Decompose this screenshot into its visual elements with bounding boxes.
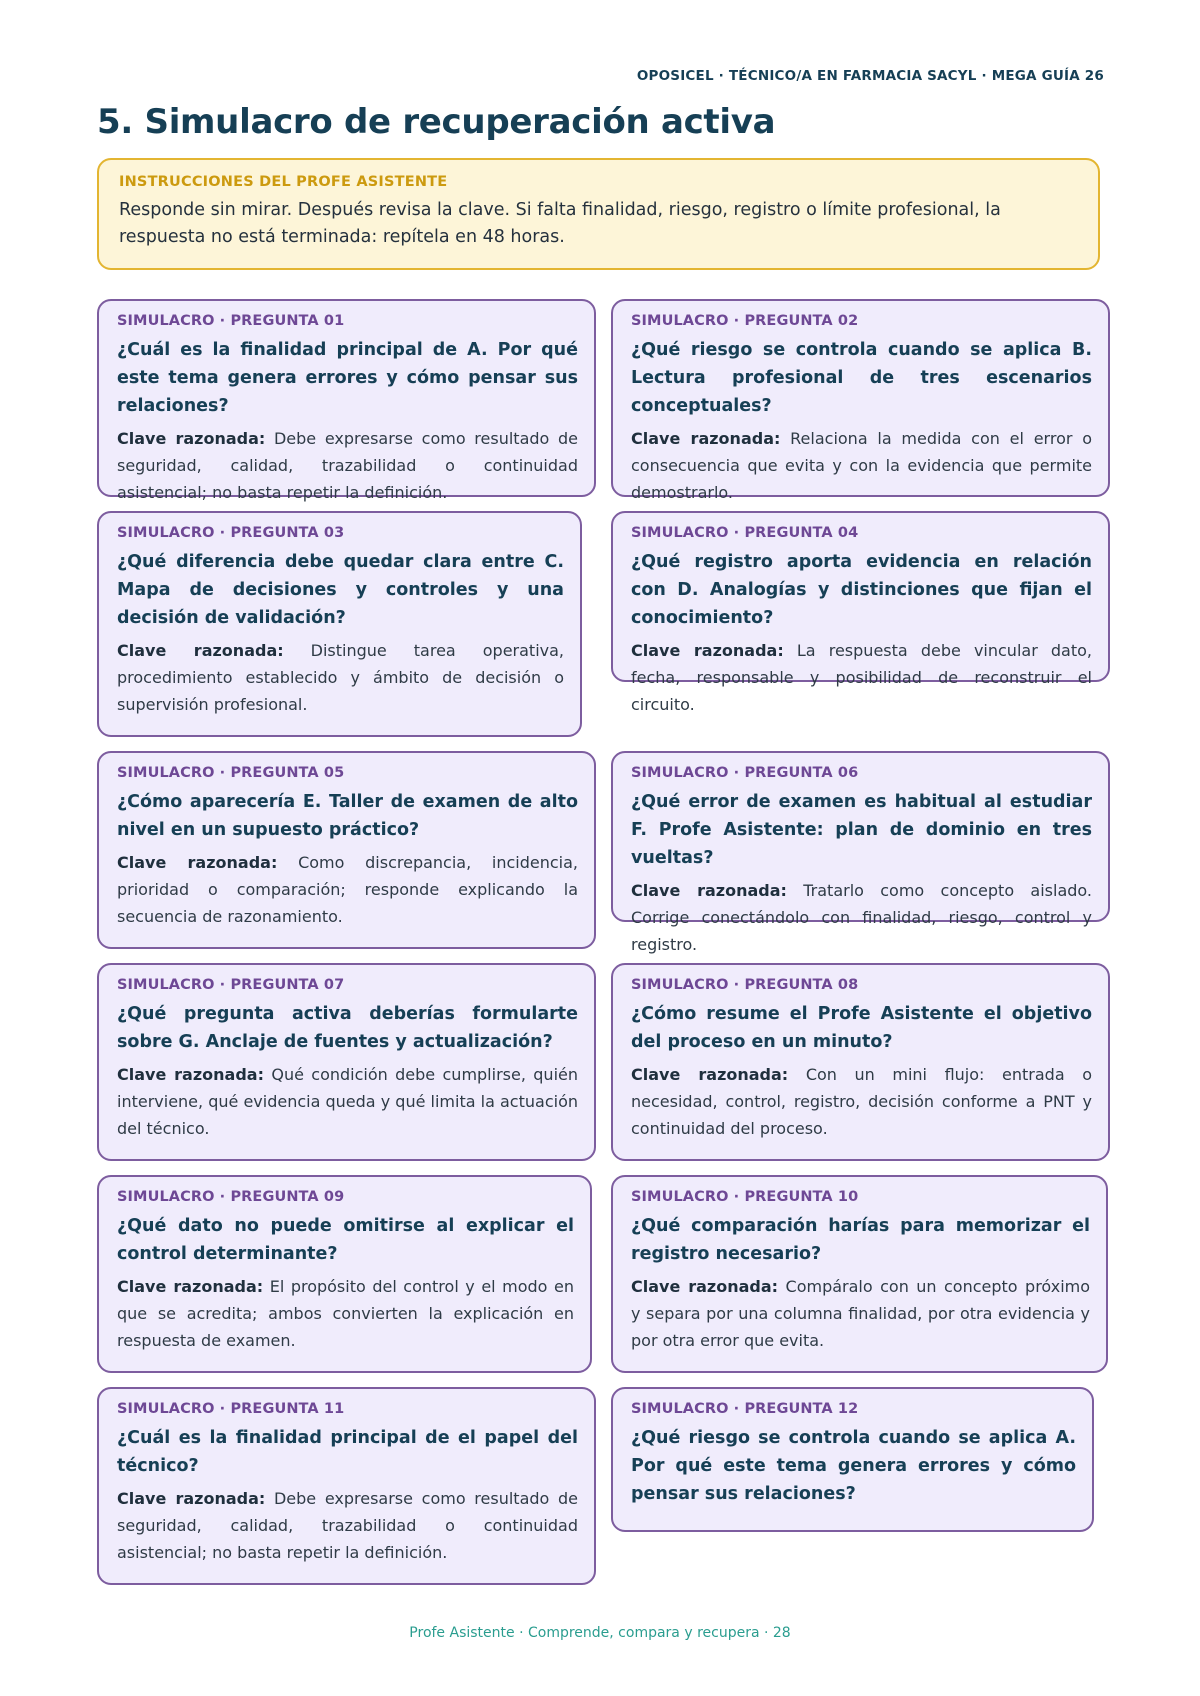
instructions-heading: INSTRUCCIONES DEL PROFE ASISTENTE bbox=[119, 174, 448, 190]
answer-text: El propósito del control y el modo en que se acredita; ambos convierten la explicación en respuesta de examen. bbox=[117, 1277, 575, 1350]
question-card-03 bbox=[97, 511, 582, 737]
question-card-09 bbox=[97, 1175, 592, 1373]
answer-text: Compáralo con un concepto próximo y separa por una columna finalidad, por otra evidencia y por otra error que evita. bbox=[631, 1277, 1091, 1350]
answer-label: Clave razonada: bbox=[117, 1277, 264, 1296]
card-eyebrow: SIMULACRO · PREGUNTA 12 bbox=[631, 1401, 859, 1417]
card-question: ¿Qué riesgo se controla cuando se aplica A. Por qué este tema genera errores y cómo pensar sus relaciones? bbox=[631, 1428, 1076, 1504]
answer-label: Clave razonada: bbox=[631, 429, 781, 448]
page-title: 5. Simulacro de recuperación activa bbox=[97, 102, 776, 142]
instructions-box bbox=[97, 158, 1100, 270]
card-eyebrow: SIMULACRO · PREGUNTA 11 bbox=[117, 1401, 345, 1417]
card-eyebrow: SIMULACRO · PREGUNTA 06 bbox=[631, 765, 859, 781]
card-eyebrow: SIMULACRO · PREGUNTA 01 bbox=[117, 313, 345, 329]
card-eyebrow: SIMULACRO · PREGUNTA 07 bbox=[117, 977, 345, 993]
question-card-11 bbox=[97, 1387, 596, 1585]
answer-text: Como discrepancia, incidencia, prioridad o comparación; responde explicando la secuencia de razonamiento. bbox=[117, 853, 578, 926]
card-eyebrow: SIMULACRO · PREGUNTA 02 bbox=[631, 313, 859, 329]
card-question: ¿Qué comparación harías para memorizar el registro necesario? bbox=[631, 1216, 1090, 1264]
card-answer bbox=[631, 637, 1092, 718]
card-question: ¿Cómo resume el Profe Asistente el objetivo del proceso en un minuto? bbox=[631, 1004, 1092, 1052]
answer-label: Clave razonada: bbox=[631, 881, 787, 900]
card-eyebrow: SIMULACRO · PREGUNTA 05 bbox=[117, 765, 345, 781]
card-eyebrow: SIMULACRO · PREGUNTA 08 bbox=[631, 977, 859, 993]
card-question: ¿Qué registro aporta evidencia en relación con D. Analogías y distinciones que fijan el conocimiento? bbox=[631, 552, 1092, 628]
page-footer: Profe Asistente · Comprende, compara y recupera · 28 bbox=[409, 1625, 791, 1641]
answer-label: Clave razonada: bbox=[631, 1277, 779, 1296]
answer-label: Clave razonada: bbox=[117, 1065, 264, 1084]
question-card-01 bbox=[97, 299, 596, 502]
card-answer bbox=[631, 1061, 1092, 1142]
card-answer bbox=[117, 1061, 578, 1142]
answer-text: Qué condición debe cumplirse, quién interviene, qué evidencia queda y qué limita la actuación del técnico. bbox=[117, 1065, 578, 1138]
answer-text: Debe expresarse como resultado de seguridad, calidad, trazabilidad o continuidad asistencial; no basta repetir la definición. bbox=[117, 1489, 578, 1562]
running-head: OPOSICEL · TÉCNICO/A EN FARMACIA SACYL · MEGA GUÍA 26 bbox=[636, 68, 1104, 84]
card-answer bbox=[631, 1273, 1090, 1354]
question-card-10 bbox=[611, 1175, 1108, 1373]
answer-text: Debe expresarse como resultado de seguridad, calidad, trazabilidad o continuidad asistencial; no basta repetir la definición. bbox=[117, 429, 578, 502]
question-card-04 bbox=[611, 511, 1110, 714]
answer-label: Clave razonada: bbox=[117, 1489, 266, 1508]
question-card-02 bbox=[611, 299, 1110, 502]
question-card-05 bbox=[97, 751, 596, 949]
card-question: ¿Qué pregunta activa deberías formularte sobre G. Anclaje de fuentes y actualización? bbox=[117, 1004, 578, 1052]
card-question: ¿Cómo aparecería E. Taller de examen de alto nivel en un supuesto práctico? bbox=[117, 792, 578, 840]
instructions-body: Responde sin mirar. Después revisa la clave. Si falta finalidad, riesgo, registro o límite profesional, la respuesta no está terminada: repítela en 48 horas. bbox=[119, 200, 1001, 247]
card-answer bbox=[631, 425, 1092, 506]
card-eyebrow: SIMULACRO · PREGUNTA 10 bbox=[631, 1189, 859, 1205]
card-question: ¿Cuál es la finalidad principal de el papel del técnico? bbox=[117, 1428, 578, 1476]
card-answer bbox=[117, 637, 564, 718]
card-question: ¿Qué riesgo se controla cuando se aplica B. Lectura profesional de tres escenarios conceptuales? bbox=[631, 340, 1092, 416]
answer-label: Clave razonada: bbox=[117, 429, 266, 448]
card-eyebrow: SIMULACRO · PREGUNTA 04 bbox=[631, 525, 859, 541]
answer-text: Tratarlo como concepto aislado. Corrige conectándolo con finalidad, riesgo, control y registro. bbox=[631, 881, 1093, 954]
card-answer bbox=[117, 1485, 578, 1566]
card-question: ¿Qué error de examen es habitual al estudiar F. Profe Asistente: plan de dominio en tres vueltas? bbox=[631, 792, 1092, 868]
card-question: ¿Qué diferencia debe quedar clara entre C. Mapa de decisiones y controles y una decisión de validación? bbox=[117, 552, 564, 628]
answer-label: Clave razonada: bbox=[117, 853, 278, 872]
question-card-07 bbox=[97, 963, 596, 1161]
answer-label: Clave razonada: bbox=[631, 1065, 789, 1084]
answer-text: La respuesta debe vincular dato, fecha, responsable y posibilidad de reconstruir el circuito. bbox=[631, 641, 1093, 714]
answer-label: Clave razonada: bbox=[631, 641, 784, 660]
card-question: ¿Qué dato no puede omitirse al explicar el control determinante? bbox=[117, 1216, 574, 1264]
card-answer bbox=[117, 1273, 574, 1354]
answer-label: Clave razonada: bbox=[117, 641, 284, 660]
card-eyebrow: SIMULACRO · PREGUNTA 03 bbox=[117, 525, 345, 541]
answer-text: Relaciona la medida con el error o consecuencia que evita y con la evidencia que permite demostrarlo. bbox=[631, 429, 1092, 502]
answer-text: Distingue tarea operativa, procedimiento establecido y ámbito de decisión o supervisión profesional. bbox=[117, 641, 564, 714]
question-card-08 bbox=[611, 963, 1110, 1161]
question-card-12 bbox=[611, 1387, 1094, 1532]
card-question: ¿Cuál es la finalidad principal de A. Por qué este tema genera errores y cómo pensar sus relaciones? bbox=[117, 340, 578, 416]
question-card-06 bbox=[611, 751, 1110, 954]
card-answer bbox=[117, 849, 578, 930]
card-answer bbox=[117, 425, 578, 506]
card-answer bbox=[631, 877, 1092, 958]
card-eyebrow: SIMULACRO · PREGUNTA 09 bbox=[117, 1189, 345, 1205]
answer-text: Con un mini flujo: entrada o necesidad, control, registro, decisión conforme a PNT y continuidad del proceso. bbox=[631, 1065, 1092, 1138]
